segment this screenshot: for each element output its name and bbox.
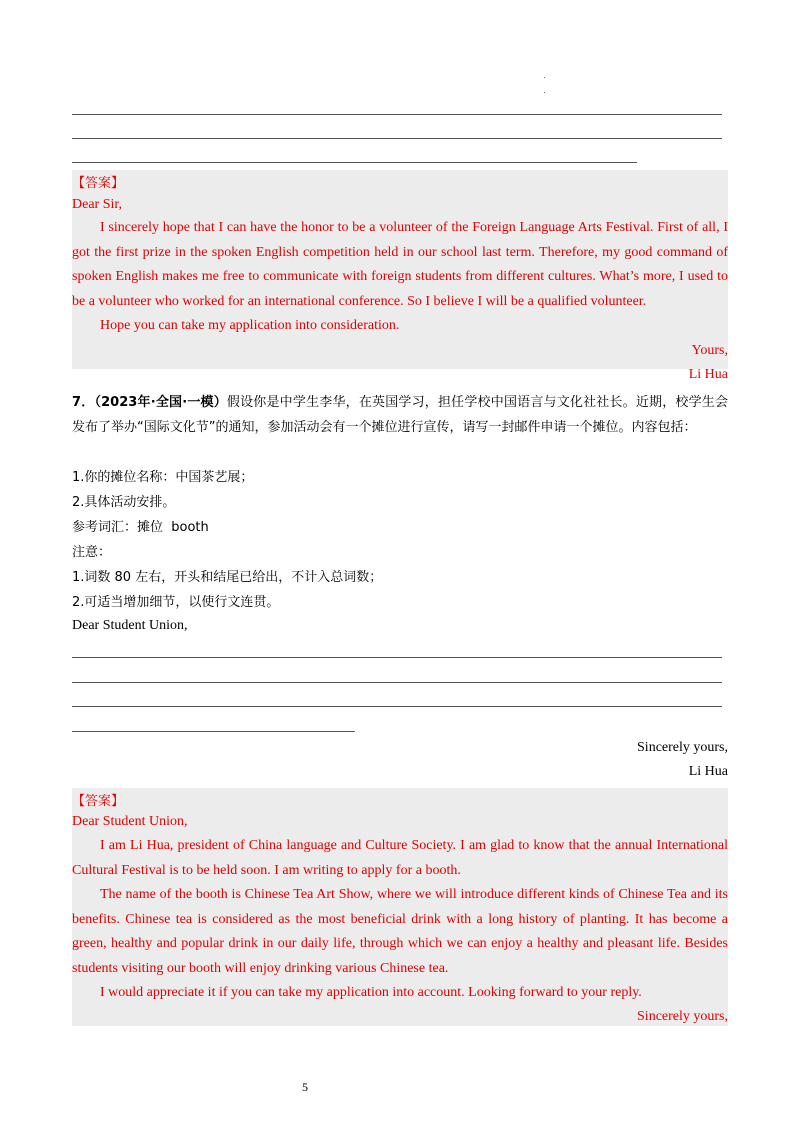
scan-mark bbox=[544, 92, 545, 93]
letter-closing: Sincerely yours, bbox=[637, 1009, 728, 1024]
writing-line bbox=[72, 731, 355, 732]
page-number: 5 bbox=[302, 1080, 308, 1094]
question-source: （2023年·全国·一模） bbox=[94, 395, 227, 410]
requirement-item: 1.你的摊位名称：中国茶艺展； bbox=[72, 470, 254, 485]
writing-line bbox=[72, 682, 722, 683]
answer-tag: 【答案】 bbox=[72, 176, 125, 191]
letter-closing: Sincerely yours, bbox=[637, 740, 728, 755]
letter-paragraph: Hope you can take my application into consideration. bbox=[100, 318, 400, 333]
writing-line bbox=[72, 657, 722, 658]
letter-paragraph: I am Li Hua, president of China language and Culture Society. I am glad to know that the annual International Cultural Festival is to be held soon. I am writing to apply for a booth. bbox=[72, 838, 728, 878]
letter-greeting: Dear Student Union, bbox=[72, 618, 188, 633]
writing-line bbox=[72, 114, 722, 115]
letter-paragraph: I sincerely hope that I can have the honor to be a volunteer of the Foreign Language Arts Festival. First of all, I got the first prize in the spoken English competition held in our school last term. Therefore, my good command of spoken English makes me free to communicate with foreign students from different cultures. What’s more, I used to be a volunteer who worked for an international conference. So I believe I will be a qualified volunteer. bbox=[72, 220, 728, 309]
answer-tag: 【答案】 bbox=[72, 794, 125, 809]
letter-closing: Yours, bbox=[691, 343, 728, 358]
letter-signature: Li Hua bbox=[688, 764, 728, 779]
vocabulary-hint: 参考词汇：摊位 booth bbox=[72, 520, 209, 535]
note-label: 注意： bbox=[72, 545, 112, 560]
note-item: 2.可适当增加细节，以使行文连贯。 bbox=[72, 595, 280, 610]
requirement-item: 2.具体活动安排。 bbox=[72, 495, 176, 510]
question-text: 假设你是中学生李华，在英国学习，担任学校中国语言与文化社社长。近期，校学生会发布了举办“国际文化节”的通知，参加活动会有一个摊位进行宣传，请写一封邮件申请一个摊位。内容包括： bbox=[72, 395, 729, 435]
writing-line bbox=[72, 138, 722, 139]
note-item: 1.词数 80 左右，开头和结尾已给出，不计入总词数； bbox=[72, 570, 383, 585]
question-number: 7． bbox=[72, 395, 95, 410]
scan-mark bbox=[544, 77, 545, 78]
letter-greeting: Dear Sir, bbox=[72, 197, 122, 212]
writing-line bbox=[72, 706, 722, 707]
writing-line bbox=[72, 162, 637, 163]
question-prompt bbox=[72, 390, 728, 440]
letter-paragraph: The name of the booth is Chinese Tea Art Show, where we will introduce different kinds of Chinese Tea and its benefits. Chinese tea is considered as the most beneficial drink with a long history of planting. It has become a green, healthy and popular drink in our daily life, through which we can enjoy a healthy and pleasant life. Besides students visiting our booth will enjoy drinking various Chinese tea. bbox=[72, 887, 728, 976]
letter-signature: Li Hua bbox=[688, 367, 728, 382]
letter-paragraph: I would appreciate it if you can take my application into account. Looking forward to your reply. bbox=[100, 985, 642, 1000]
letter-greeting: Dear Student Union, bbox=[72, 814, 188, 829]
